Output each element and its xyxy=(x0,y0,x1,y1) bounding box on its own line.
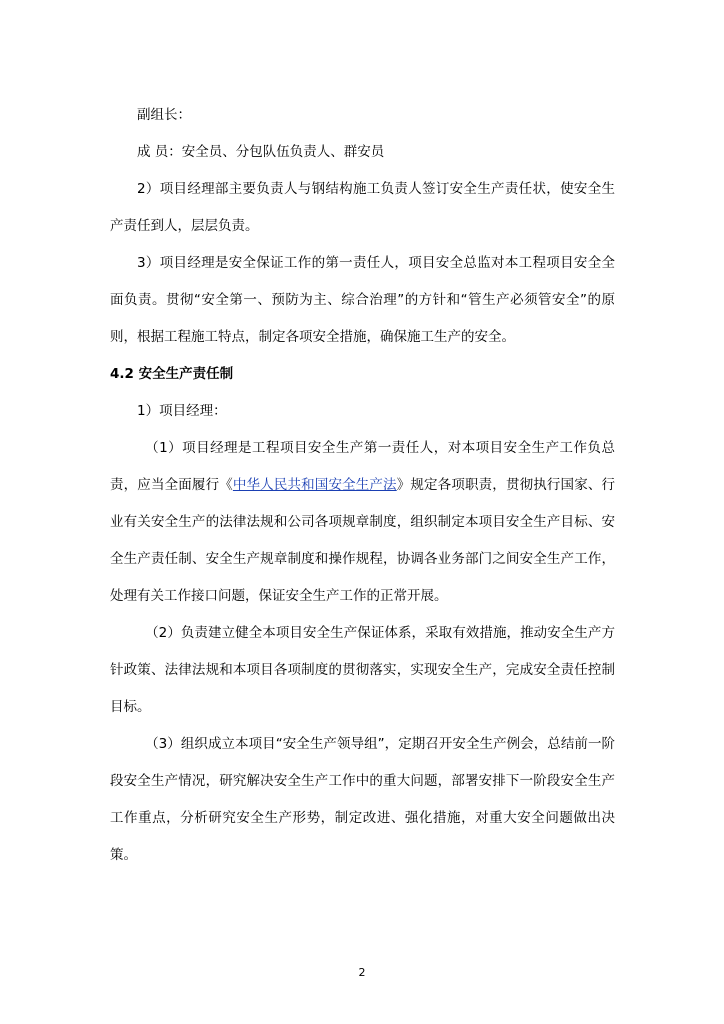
deputy-leader-line: 副组长： xyxy=(137,107,191,123)
item-title-project-manager: 1）项目经理： xyxy=(137,403,227,419)
page-number: 2 xyxy=(358,966,366,979)
members-line: 成 员：安全员、分包队伍负责人、群安员 xyxy=(137,144,385,160)
paragraph-item-3: 3）项目经理是安全保证工作的第一责任人，项目安全总监对本工程项目安全全面负责。贯彻“安全第一、预防为主、综合治理”的方针和“管生产必须管安全”的原则，根据工程施工特点，制定各项安全措施，确保施工生产的安全。 xyxy=(110,255,615,345)
sub-paragraph-3: （3）组织成立本项目“安全生产领导组”，定期召开安全生产例会，总结前一阶段安全生产情况，研究解决安全生产工作中的重大问题，部署安排下一阶段安全生产工作重点，分析研究安全生产形势，制定改进、强化措施，对重大安全问题做出决策。 xyxy=(110,736,615,863)
sub-paragraph-1-before: （1）项目经理是工程项目安全生产第一责任人，对本项目安全生产工作负总责，应当全面履行《 xyxy=(110,440,615,493)
safety-law-link[interactable]: 中华人民共和国安全生产法 xyxy=(232,477,397,493)
sub-paragraph-1-after: 》规定各项职责，贯彻执行国家、行业有关安全生产的法律法规和公司各项规章制度，组织制定本项目安全生产目标、安全生产责任制、安全生产规章制度和操作规程，协调各业务部门之间安全生产工作，处理有关工作接口问题，保证安全生产工作的正常开展。 xyxy=(110,477,616,604)
paragraph-item-2: 2）项目经理部主要负责人与钢结构施工负责人签订安全生产责任状，使安全生产责任到人，层层负责。 xyxy=(110,181,615,234)
sub-paragraph-1 xyxy=(110,430,615,615)
document-body xyxy=(110,97,615,874)
section-heading: 4.2 安全生产责任制 xyxy=(110,366,234,382)
sub-paragraph-2: （2）负责建立健全本项目安全生产保证体系，采取有效措施，推动安全生产方针政策、法律法规和本项目各项制度的贯彻落实，实现安全生产，完成安全责任控制目标。 xyxy=(110,625,615,715)
